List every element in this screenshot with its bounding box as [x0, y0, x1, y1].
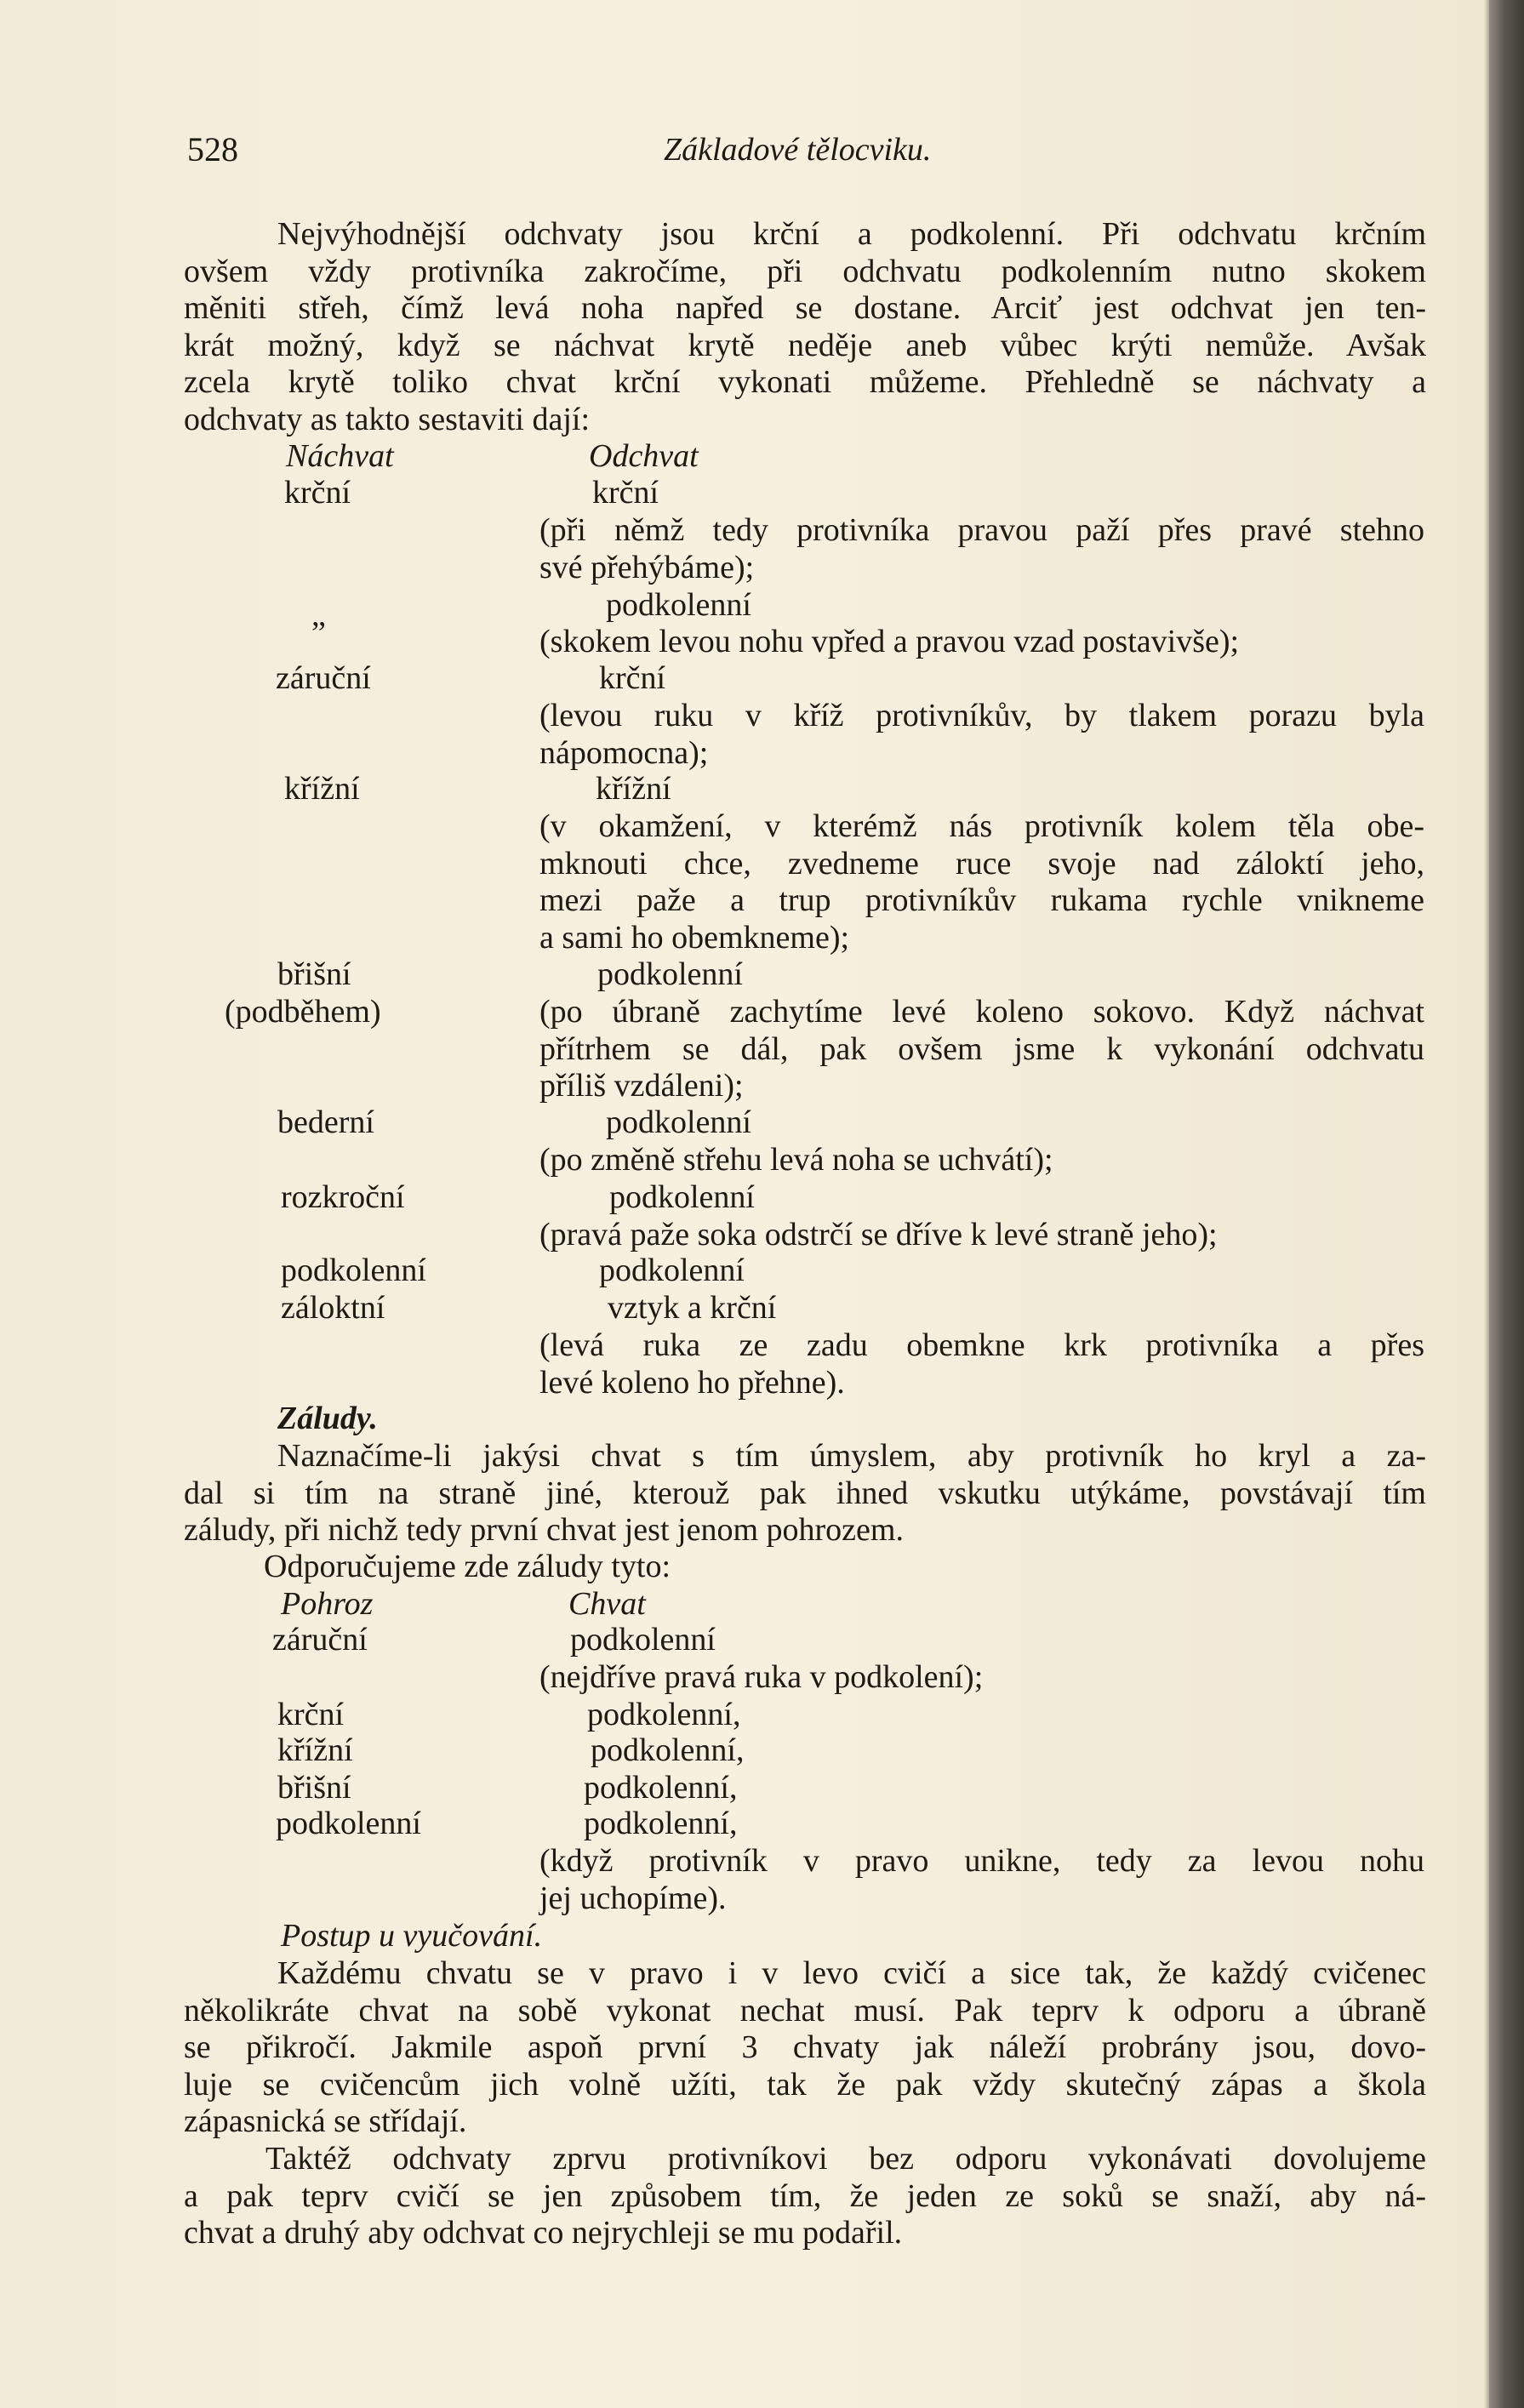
- postup-line: zápasnická se střídají.: [184, 2103, 467, 2139]
- table1-right: podkolenní: [599, 1253, 745, 1288]
- desc-line: přítrhem se dál, pak ovšem jsme k vykonání odchvatu: [539, 1030, 1424, 1067]
- table2-right: podkolenní,: [587, 1697, 741, 1732]
- table2-left: břišní: [277, 1770, 351, 1806]
- postup-paragraph-2: [184, 2141, 1426, 2252]
- table2-desc: [539, 1843, 1424, 1917]
- table2-right: podkolenní,: [591, 1732, 745, 1768]
- table1-desc: [539, 808, 1424, 956]
- postup-line: se přikročí. Jakmile aspoň první 3 chvaty jak náleží probrány jsou, dovo-: [184, 2029, 1426, 2065]
- desc-line: jej uchopíme).: [539, 1880, 727, 1916]
- intro-line: měniti střeh, čímž levá noha napřed se dostane. Arciť jest odchvat jen ten-: [184, 290, 1426, 326]
- desc-line: své přehýbáme);: [539, 549, 755, 585]
- table2-right: podkolenní,: [584, 1806, 738, 1841]
- table2-left: záruční: [272, 1622, 368, 1658]
- page-number: 528: [187, 130, 238, 168]
- postup-paragraph-1: [184, 1955, 1426, 2141]
- table1-desc: [539, 512, 1424, 586]
- desc-line: mezi paže a trup protivníkův rukama rychle vnikneme: [539, 882, 1424, 918]
- table1-left: rozkroční: [281, 1179, 405, 1215]
- zaludy-line: záludy, při nichž tedy první chvat jest jenom pohrozem.: [184, 1512, 904, 1548]
- table1-left: bederní: [277, 1104, 374, 1140]
- table1-left-ditto: „: [311, 597, 326, 633]
- desc-line: (levá ruka ze zadu obemkne krk protivníka a přes: [539, 1327, 1424, 1363]
- running-head: Základové tělocviku.: [664, 132, 932, 168]
- table2-left: krční: [277, 1697, 345, 1732]
- postup-line: Taktéž odchvaty zprvu protivníkovi bez odporu vykonávati dovolujeme: [265, 2141, 1426, 2177]
- intro-line: zcela krytě toliko chvat krční vykonati můžeme. Přehledně se náchvaty a: [184, 364, 1426, 400]
- desc-line: a sami ho obemkneme);: [539, 919, 850, 956]
- section-heading-postup: Postup u vyučování.: [281, 1918, 543, 1954]
- desc-line: (když protivník v pravo unikne, tedy za levou nohu: [539, 1843, 1424, 1879]
- table1-left: záloktní: [281, 1290, 385, 1326]
- table2-right: podkolenní,: [584, 1770, 738, 1806]
- table1-right: podkolenní: [609, 1179, 755, 1215]
- desc-line: (levou ruku v kříž protivníkův, by tlakem porazu byla: [539, 698, 1424, 733]
- table1-desc: [539, 994, 1424, 1105]
- table1-left: podkolenní: [281, 1253, 426, 1288]
- table1-left: křížní: [284, 771, 360, 807]
- desc-line: (po úbraně zachytíme levé koleno sokovo. Když náchvat: [539, 994, 1424, 1030]
- table1-right: křížní: [596, 771, 671, 807]
- book-spine-edge: [1489, 0, 1524, 2408]
- postup-line: několikráte chvat na sobě vykonat nechat musí. Pak teprv k odporu a úbraně: [184, 1992, 1426, 2029]
- postup-line: a pak teprv cvičí se jen způsobem tím, že jeden ze soků se snaží, aby ná-: [184, 2177, 1426, 2214]
- desc-line: příliš vzdáleni);: [539, 1068, 744, 1104]
- intro-paragraph: [184, 216, 1426, 438]
- table1-right: krční: [592, 475, 659, 511]
- desc-line: (skokem levou nohu vpřed a pravou vzad postavivše);: [539, 624, 1240, 659]
- desc-line: (v okamžení, v kterémž nás protivník kolem těla obe-: [539, 808, 1424, 844]
- table1-desc: [539, 1142, 1424, 1179]
- section-heading-zaludy: Záludy.: [277, 1401, 378, 1436]
- table2-left: křížní: [277, 1732, 353, 1768]
- table1-col1-header: Náchvat: [286, 438, 394, 474]
- desc-line: levé koleno ho přehne).: [539, 1364, 845, 1401]
- table1-left: břišní: [277, 956, 351, 992]
- postup-line: Každému chvatu se v pravo i v levo cvičí a sice tak, že každý cvičenec: [277, 1955, 1426, 1991]
- table1-desc: [539, 1327, 1424, 1401]
- table1-right: vztyk a krční: [608, 1290, 777, 1326]
- table1-desc: [539, 698, 1424, 772]
- intro-line: odchvaty as takto sestaviti dají:: [184, 401, 591, 437]
- table2-col2-header: Chvat: [568, 1586, 646, 1622]
- page-header: [187, 129, 1430, 172]
- table1-right: podkolenní: [606, 587, 751, 623]
- zaludy-line: dal si tím na straně jiné, kterouž pak ihned vskutku utýkáme, povstávají tím: [184, 1475, 1426, 1511]
- desc-line: nápomocna);: [539, 734, 709, 771]
- desc-line: (nejdříve pravá ruka v podkolení);: [539, 1659, 984, 1695]
- postup-line: chvat a druhý aby odchvat co nejrychleji se mu podařil.: [184, 2215, 903, 2251]
- table1-desc: [539, 1217, 1424, 1254]
- table1-right: podkolenní: [606, 1104, 751, 1140]
- zaludy-line: Naznačíme-li jakýsi chvat s tím úmyslem, aby protivník ho kryl a za-: [277, 1438, 1426, 1474]
- intro-line: ovšem vždy protivníka zakročíme, při odchvatu podkolenním nutno skokem: [184, 253, 1426, 289]
- desc-line: mknouti chce, zvedneme ruce svoje nad záloktí jeho,: [539, 845, 1424, 882]
- desc-line: (po změně střehu levá noha se uchvátí);: [539, 1142, 1053, 1178]
- table1-desc: [539, 624, 1424, 661]
- table2-right: podkolenní: [570, 1622, 716, 1658]
- table1-left: krční: [284, 475, 351, 511]
- zaludy-paragraph: [184, 1438, 1426, 1549]
- desc-line: (pravá paže soka odstrčí se dříve k levé straně jeho);: [539, 1217, 1218, 1253]
- table2-desc: [539, 1659, 1424, 1697]
- postup-line: luje se cvičencům jich volně užíti, tak že pak vždy skutečný zápas a škola: [184, 2066, 1426, 2103]
- table1-right: podkolenní: [597, 956, 743, 992]
- table1-col2-header: Odchvat: [589, 438, 699, 474]
- desc-line: (při němž tedy protivníka pravou paží přes pravé stehno: [539, 512, 1424, 548]
- intro-line: krát možný, když se náchvat krytě neděje aneb vůbec krýti nemůže. Avšak: [184, 327, 1426, 363]
- table1-right: krční: [599, 660, 666, 696]
- table1-left-sub: (podběhem): [225, 994, 381, 1030]
- table2-col1-header: Pohroz: [281, 1586, 374, 1622]
- table2-left: podkolenní: [276, 1806, 421, 1841]
- zaludy-recommend: Odporučujeme zde záludy tyto:: [264, 1549, 671, 1584]
- intro-line: Nejvýhodnější odchvaty jsou krční a podkolenní. Při odchvatu krčním: [277, 216, 1426, 252]
- table1-left: záruční: [276, 660, 371, 696]
